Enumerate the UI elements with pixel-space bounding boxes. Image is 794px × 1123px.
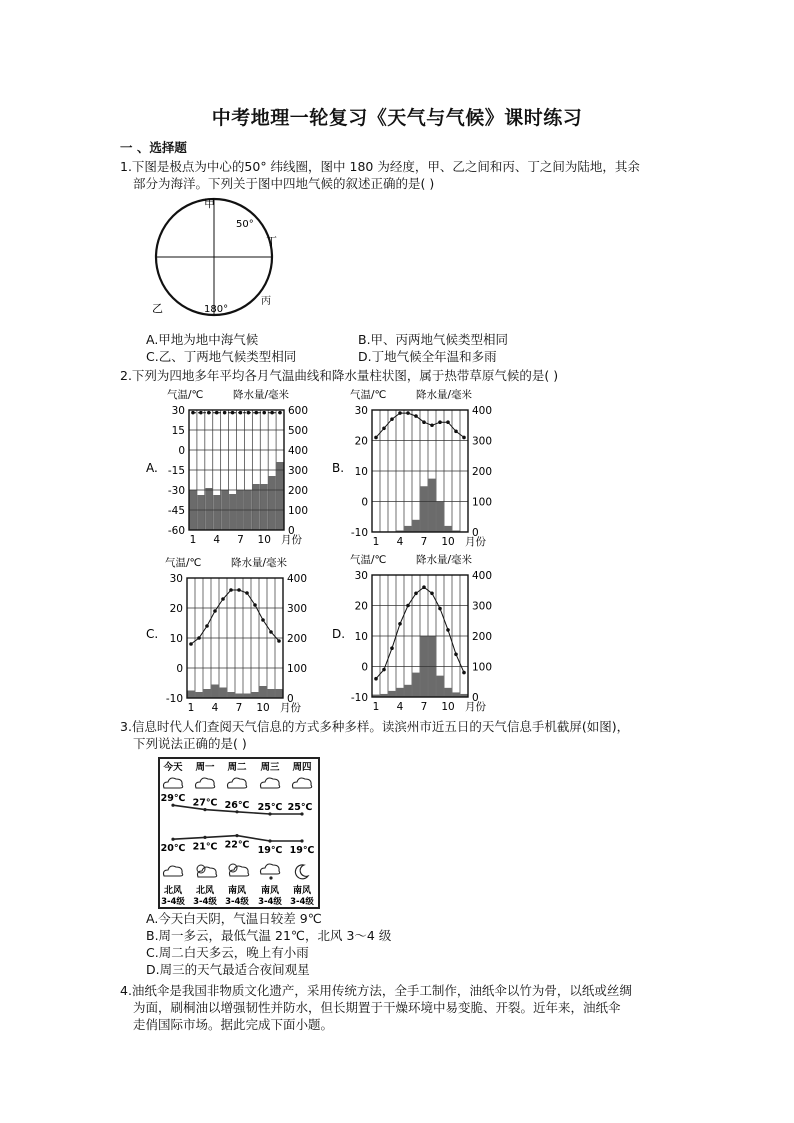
temp-tick-label: 0 bbox=[361, 496, 368, 509]
precip-tick-label: 400 bbox=[287, 573, 308, 585]
temperature-point bbox=[422, 420, 426, 424]
temperature-point bbox=[438, 607, 442, 611]
label-lon: 180° bbox=[204, 304, 229, 315]
temperature-point bbox=[247, 411, 251, 415]
precip-bar bbox=[188, 691, 195, 699]
high-temp-label: 29℃ bbox=[160, 793, 186, 805]
wind-direction: 北风 bbox=[163, 886, 183, 896]
precip-bar bbox=[277, 462, 284, 530]
temp-tick-label: -60 bbox=[167, 525, 185, 537]
day-label: 周三 bbox=[260, 762, 280, 773]
q3-option-d: D.周三的天气最适合夜间观星 bbox=[146, 962, 310, 977]
temperature-point bbox=[239, 411, 243, 415]
low-temp-label: 19℃ bbox=[257, 845, 283, 856]
month-tick-label: 10 bbox=[256, 702, 270, 714]
temp-tick-label: -10 bbox=[165, 693, 183, 705]
month-tick-label: 10 bbox=[441, 701, 455, 713]
precip-tick-label: 0 bbox=[472, 527, 479, 539]
climate-chart-d bbox=[332, 553, 492, 713]
temperature-point bbox=[278, 411, 282, 415]
day-label: 周二 bbox=[227, 762, 247, 773]
month-tick-label: 4 bbox=[211, 702, 219, 714]
precip-bar bbox=[445, 526, 452, 532]
chart-option-label: D. bbox=[332, 627, 346, 641]
rain-drop-icon bbox=[269, 876, 272, 879]
q1-option-d: D.丁地气候全年温和多雨 bbox=[358, 349, 497, 364]
chart-option-label: C. bbox=[146, 627, 159, 641]
precip-tick-label: 100 bbox=[472, 496, 493, 509]
climate-chart-a bbox=[146, 388, 308, 546]
temp-axis-title: 气温/℃ bbox=[165, 557, 202, 569]
precip-tick-label: 400 bbox=[472, 570, 493, 582]
precip-bar bbox=[413, 673, 420, 697]
temp-tick-label: 0 bbox=[178, 445, 185, 457]
temperature-point bbox=[446, 628, 450, 632]
month-tick-label: 10 bbox=[441, 536, 455, 548]
label-bing: 丙 bbox=[261, 296, 271, 307]
cloud-icon bbox=[164, 866, 183, 876]
temperature-point bbox=[414, 414, 418, 418]
temperature-point bbox=[398, 622, 402, 626]
temperature-point bbox=[382, 427, 386, 431]
temperature-point bbox=[462, 671, 466, 675]
question-4-line3: 走俏国际市场。据此完成下面小题。 bbox=[133, 1017, 334, 1032]
precip-bar bbox=[413, 520, 420, 532]
temperature-point bbox=[454, 653, 458, 657]
wind-direction: 南风 bbox=[292, 886, 312, 896]
temperature-point bbox=[374, 436, 378, 440]
precip-tick-label: 300 bbox=[472, 600, 493, 613]
temperature-point bbox=[254, 411, 258, 415]
temperature-point bbox=[199, 411, 203, 415]
temperature-point bbox=[438, 420, 442, 424]
low-temp-point bbox=[203, 836, 206, 839]
temperature-point bbox=[253, 603, 257, 607]
precip-bar bbox=[205, 488, 212, 530]
precip-bar bbox=[269, 476, 276, 530]
precip-tick-label: 0 bbox=[472, 692, 479, 704]
temperature-point bbox=[215, 411, 219, 415]
temperature-point bbox=[221, 597, 225, 601]
high-temp-label: 26℃ bbox=[224, 799, 250, 811]
temperature-point bbox=[231, 411, 235, 415]
precip-axis-title: 降水量/毫米 bbox=[233, 389, 290, 401]
temp-tick-label: -10 bbox=[350, 527, 368, 539]
temperature-point bbox=[374, 677, 378, 681]
precip-bar bbox=[261, 484, 268, 530]
temperature-point bbox=[213, 609, 217, 613]
precip-bar bbox=[212, 685, 219, 699]
precip-bar bbox=[389, 691, 396, 697]
temperature-point bbox=[277, 639, 281, 643]
precip-tick-label: 300 bbox=[472, 435, 493, 448]
temperature-point bbox=[205, 624, 209, 628]
precip-bar bbox=[429, 479, 436, 532]
q1-option-b: B.甲、丙两地气候类型相同 bbox=[358, 332, 509, 347]
high-temp-label: 25℃ bbox=[257, 802, 283, 813]
precip-tick-label: 500 bbox=[288, 425, 309, 437]
cloud-icon bbox=[293, 778, 312, 788]
precip-bar bbox=[405, 685, 412, 697]
month-tick-label: 1 bbox=[189, 534, 197, 546]
q3-option-b: B.周一多云，最低气温 21℃，北风 3～4 级 bbox=[146, 928, 392, 943]
temp-tick-label: 30 bbox=[169, 573, 183, 585]
day-label: 今天 bbox=[163, 762, 183, 773]
low-temp-label: 19℃ bbox=[289, 845, 315, 856]
question-3-line1: 3.信息时代人们查阅天气信息的方式多种多样。读滨州市近五日的天气信息手机截屏(如图)， bbox=[120, 719, 630, 734]
wind-direction: 北风 bbox=[195, 886, 215, 896]
temperature-point bbox=[262, 411, 266, 415]
question-2: 2.下列为四地多年平均各月气温曲线和降水量柱状图，属于热带草原气候的是( ) bbox=[120, 368, 559, 383]
question-3-line2: 下列说法正确的是( ) bbox=[133, 736, 247, 751]
cloud-icon bbox=[230, 866, 249, 876]
temperature-point bbox=[446, 420, 450, 424]
temp-axis-title: 气温/℃ bbox=[350, 389, 387, 401]
temp-tick-label: 10 bbox=[169, 633, 183, 645]
question-4 bbox=[120, 982, 700, 1033]
precip-tick-label: 300 bbox=[287, 603, 308, 615]
temp-axis-title: 气温/℃ bbox=[167, 389, 204, 401]
temperature-point bbox=[245, 591, 249, 595]
low-temp-point bbox=[235, 834, 238, 837]
month-tick-label: 7 bbox=[235, 702, 243, 714]
low-temp-point bbox=[268, 839, 271, 842]
question-1-line1: 1.下图是极点为中心的50° 纬线圈，图中 180 为经度，甲、乙之间和丙、丁之间为陆地，其余 bbox=[120, 159, 640, 174]
precip-bar bbox=[228, 692, 235, 698]
q1-option-a: A.甲地为地中海气候 bbox=[146, 332, 259, 347]
precip-tick-label: 200 bbox=[472, 466, 493, 478]
temperature-point bbox=[229, 588, 233, 592]
temperature-point bbox=[390, 417, 394, 421]
temp-axis-title: 气温/℃ bbox=[350, 554, 387, 566]
precip-tick-label: 100 bbox=[472, 661, 493, 674]
month-tick-label: 1 bbox=[372, 536, 380, 548]
label-lat: 50° bbox=[236, 219, 254, 230]
temperature-point bbox=[269, 630, 273, 634]
wind-level: 3-4级 bbox=[290, 897, 314, 907]
wind-direction: 南风 bbox=[260, 886, 280, 896]
month-unit-label: 月份 bbox=[465, 701, 486, 713]
low-temp-point bbox=[171, 838, 174, 841]
precip-bar bbox=[276, 689, 283, 698]
temperature-point bbox=[406, 411, 410, 415]
precip-tick-label: 400 bbox=[288, 445, 309, 457]
label-jia: 甲 bbox=[204, 197, 215, 210]
low-temp-label: 22℃ bbox=[224, 839, 250, 851]
temperature-point bbox=[382, 668, 386, 672]
temp-tick-label: -30 bbox=[167, 485, 185, 497]
temp-tick-label: 20 bbox=[354, 435, 368, 448]
temperature-point bbox=[406, 604, 410, 608]
question-4-line1: 4.油纸伞是我国非物质文化遗产，采用传统方法，全手工制作，油纸伞以竹为骨，以纸或丝绸 bbox=[120, 983, 632, 998]
month-tick-label: 1 bbox=[187, 702, 195, 714]
low-temp-point bbox=[300, 839, 303, 842]
temperature-point bbox=[422, 585, 426, 589]
question-3 bbox=[120, 718, 700, 752]
page-title: 中考地理一轮复习《天气与气候》课时练习 bbox=[211, 107, 583, 129]
precip-axis-title: 降水量/毫米 bbox=[231, 557, 288, 569]
label-ding: 丁 bbox=[266, 235, 277, 248]
month-tick-label: 7 bbox=[420, 536, 428, 548]
q3-option-c: C.周二白天多云，晚上有小雨 bbox=[146, 945, 309, 960]
cloud-icon bbox=[261, 778, 280, 788]
wind-direction: 南风 bbox=[227, 886, 247, 896]
day-label: 周四 bbox=[292, 762, 312, 773]
weather-screenshot bbox=[158, 757, 320, 909]
temp-tick-label: -45 bbox=[167, 505, 185, 517]
month-unit-label: 月份 bbox=[465, 536, 486, 548]
temperature-point bbox=[261, 618, 265, 622]
wind-level: 3-4级 bbox=[161, 897, 185, 907]
precip-tick-label: 600 bbox=[288, 405, 309, 417]
precip-bar bbox=[397, 688, 404, 697]
section-heading: 一 、选择题 bbox=[120, 140, 187, 155]
day-label: 周一 bbox=[195, 762, 215, 773]
month-tick-label: 4 bbox=[213, 534, 221, 546]
chart-option-label: B. bbox=[332, 461, 345, 475]
temp-tick-label: -15 bbox=[167, 465, 185, 477]
climate-chart-b bbox=[332, 388, 492, 548]
question-4-line2: 为面，刷桐油以增强韧性并防水，但长期置于干燥环境中易变脆、开裂。近年来，油纸伞 bbox=[133, 1000, 621, 1015]
wind-level: 3-4级 bbox=[225, 897, 249, 907]
precip-axis-title: 降水量/毫米 bbox=[416, 554, 473, 566]
precip-bar bbox=[252, 692, 259, 698]
temperature-point bbox=[207, 411, 211, 415]
low-temp-label: 20℃ bbox=[160, 843, 186, 855]
precip-tick-label: 0 bbox=[287, 693, 294, 705]
high-temp-label: 25℃ bbox=[287, 802, 313, 813]
precip-bar bbox=[197, 495, 204, 530]
wind-level: 3-4级 bbox=[258, 897, 282, 907]
month-tick-label: 1 bbox=[372, 701, 380, 713]
precip-bar bbox=[405, 526, 412, 532]
precip-bar bbox=[229, 494, 236, 530]
precip-bar bbox=[220, 688, 227, 699]
month-unit-label: 月份 bbox=[281, 534, 302, 546]
precip-tick-label: 200 bbox=[287, 633, 308, 645]
temperature-point bbox=[430, 592, 434, 596]
precip-bar bbox=[268, 689, 275, 698]
moon-icon bbox=[295, 865, 308, 879]
temperature-point bbox=[237, 588, 241, 592]
precip-bar bbox=[213, 495, 220, 530]
precip-bar bbox=[437, 502, 444, 533]
precip-bar bbox=[437, 676, 444, 697]
temperature-point bbox=[223, 411, 227, 415]
month-unit-label: 月份 bbox=[280, 702, 301, 714]
high-temp-label: 27℃ bbox=[192, 797, 218, 809]
precip-tick-label: 200 bbox=[288, 485, 309, 497]
temp-tick-label: 30 bbox=[171, 405, 185, 417]
wind-level: 3-4级 bbox=[193, 897, 217, 907]
temp-tick-label: 30 bbox=[354, 405, 368, 417]
temperature-point bbox=[390, 646, 394, 650]
precip-tick-label: 0 bbox=[288, 525, 295, 537]
month-tick-label: 7 bbox=[420, 701, 428, 713]
temperature-point bbox=[189, 642, 193, 646]
cloud-icon bbox=[261, 864, 280, 874]
month-tick-label: 4 bbox=[396, 701, 404, 713]
temp-tick-label: 0 bbox=[176, 663, 183, 675]
precip-bar bbox=[204, 689, 211, 698]
temp-tick-label: 20 bbox=[354, 600, 368, 613]
cloud-icon bbox=[228, 778, 247, 788]
month-tick-label: 4 bbox=[396, 536, 404, 548]
temperature-point bbox=[197, 636, 201, 640]
precip-tick-label: 400 bbox=[472, 405, 493, 417]
cloud-icon bbox=[164, 778, 183, 788]
month-tick-label: 10 bbox=[257, 534, 271, 546]
precip-axis-title: 降水量/毫米 bbox=[416, 389, 473, 401]
q1-option-c: C.乙、丁两地气候类型相同 bbox=[146, 349, 297, 364]
cloud-icon bbox=[196, 778, 215, 788]
temperature-point bbox=[462, 436, 466, 440]
chart-option-label: A. bbox=[146, 461, 158, 475]
precip-tick-label: 200 bbox=[472, 631, 493, 643]
temp-tick-label: 0 bbox=[361, 661, 368, 674]
temp-tick-label: 10 bbox=[354, 631, 368, 643]
temperature-point bbox=[430, 423, 434, 427]
temperature-point bbox=[414, 592, 418, 596]
temp-tick-label: 10 bbox=[354, 466, 368, 478]
label-yi: 乙 bbox=[152, 302, 163, 315]
precip-bar bbox=[260, 686, 267, 698]
temperature-point bbox=[191, 411, 195, 415]
temperature-point bbox=[454, 430, 458, 434]
question-1-line2: 部分为海洋。下列关于图中四地气候的叙述正确的是( ) bbox=[133, 176, 435, 191]
precip-tick-label: 300 bbox=[288, 465, 309, 477]
low-temp-label: 21℃ bbox=[192, 841, 218, 853]
precip-bar bbox=[253, 484, 260, 530]
temperature-point bbox=[270, 411, 274, 415]
precip-tick-label: 100 bbox=[288, 505, 309, 517]
precip-bar bbox=[421, 486, 428, 532]
cloud-icon bbox=[198, 867, 217, 877]
precip-tick-label: 100 bbox=[287, 663, 308, 675]
q3-option-a: A.今天白天阴，气温日较差 9℃ bbox=[146, 911, 322, 926]
temp-tick-label: 15 bbox=[171, 425, 185, 437]
month-tick-label: 7 bbox=[237, 534, 244, 546]
temp-tick-label: -10 bbox=[350, 692, 368, 704]
precip-bar bbox=[196, 692, 203, 698]
precip-bar bbox=[445, 688, 452, 697]
temperature-point bbox=[398, 411, 402, 415]
temp-tick-label: 30 bbox=[354, 570, 368, 582]
temp-tick-label: 20 bbox=[169, 603, 183, 615]
climate-chart-c bbox=[146, 556, 307, 714]
